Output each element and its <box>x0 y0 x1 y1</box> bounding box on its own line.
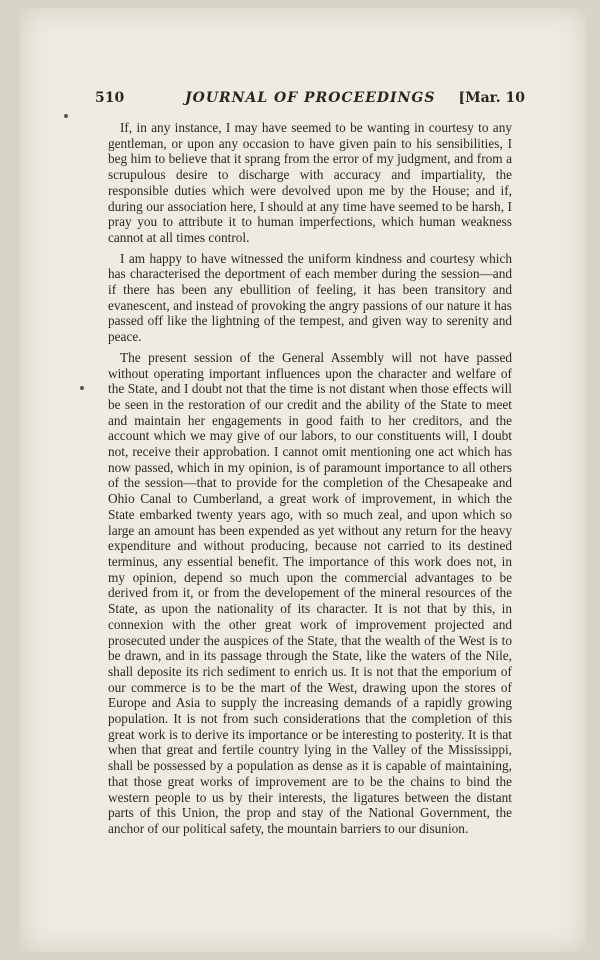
paragraph: I am happy to have witnessed the uniform kindness and courtesy which has characterised the deportment of each member during the session—and if there has been any ebullition of feeling, it has been transitory and evanescent, and instead of provoking the angry passions of our nature it has passed off like the lightning of the tempest, and given way to serenity and peace. <box>108 250 512 345</box>
paragraph: If, in any instance, I may have seemed to be wanting in courtesy to any gentleman, or upon any occasion to have given pain to his sensibilities, I beg him to believe that it sprang from the error of my judgment, and from a scrupulous desire to discharge with accuracy and impartiality, the responsible duties which were devolved upon me by the House; and if, during our association here, I should at any time have seemed to be harsh, I pray you to attribute it to human imperfections, which human weakness cannot at all times control. <box>108 120 512 245</box>
header-date: [Mar. 10 <box>458 90 525 106</box>
page-number: 510 <box>95 90 125 106</box>
paragraph: The present session of the General Assembly will not have passed without operating important influences upon the character and welfare of the State, and I doubt not that the time is not distant when those effects will be seen in the restoration of our credit and the ability of the State to meet and maintain her engagements in good faith to her creditors, and the account which we may give of our labors, to our constituents will, I doubt not, receive their approbation. I cannot omit mentioning one act which has now passed, which in my opinion, is of paramount importance to all others of the session—that to provide for the completion of the Chesapeake and Ohio Canal to Cumberland, a great work of improvement, in which the State embarked twenty years ago, with so much zeal, and upon which so large an amount has been expended as yet without any return for the heavy expenditure and without producing, because not carried to its destined terminus, any essential benefit. The importance of this work does not, in my opinion, depend so much upon the commercial advantages to be derived from it, or from the developement of the mineral resources of the State, as upon the nationality of its character. It is not that by this, in connexion with the other great work of improvement projected and prosecuted under the auspices of the State, that the wealth of the West is to be drawn, and in its passage through the State, like the waters of the Nile, shall deposite its rich sediment to enrich us. It is not that the emporium of our commerce is to be the mart of the West, drawing upon the stores of Europe and Asia to supply the increasing demands of a rapidly growing population. It is not from such considerations that the completion of this great work is to derive its importance or be interesting to posterity. It is that when that great and fertile country lying in the Valley of the Mississippi, shall be possessed by a population as dense as it is capable of maintaining, that those great works of improvement are to be the chains to bind the western people to us by their interests, the ligatures between the distant parts of this Union, the prop and stay of the National Government, the anchor of our political safety, the mountain barriers to our disunion. <box>108 349 512 836</box>
running-title: JOURNAL OF PROCEEDINGS <box>185 90 436 106</box>
ink-speck <box>64 114 68 118</box>
body-text <box>108 120 512 842</box>
ink-speck <box>80 386 84 390</box>
page-header <box>95 90 525 112</box>
